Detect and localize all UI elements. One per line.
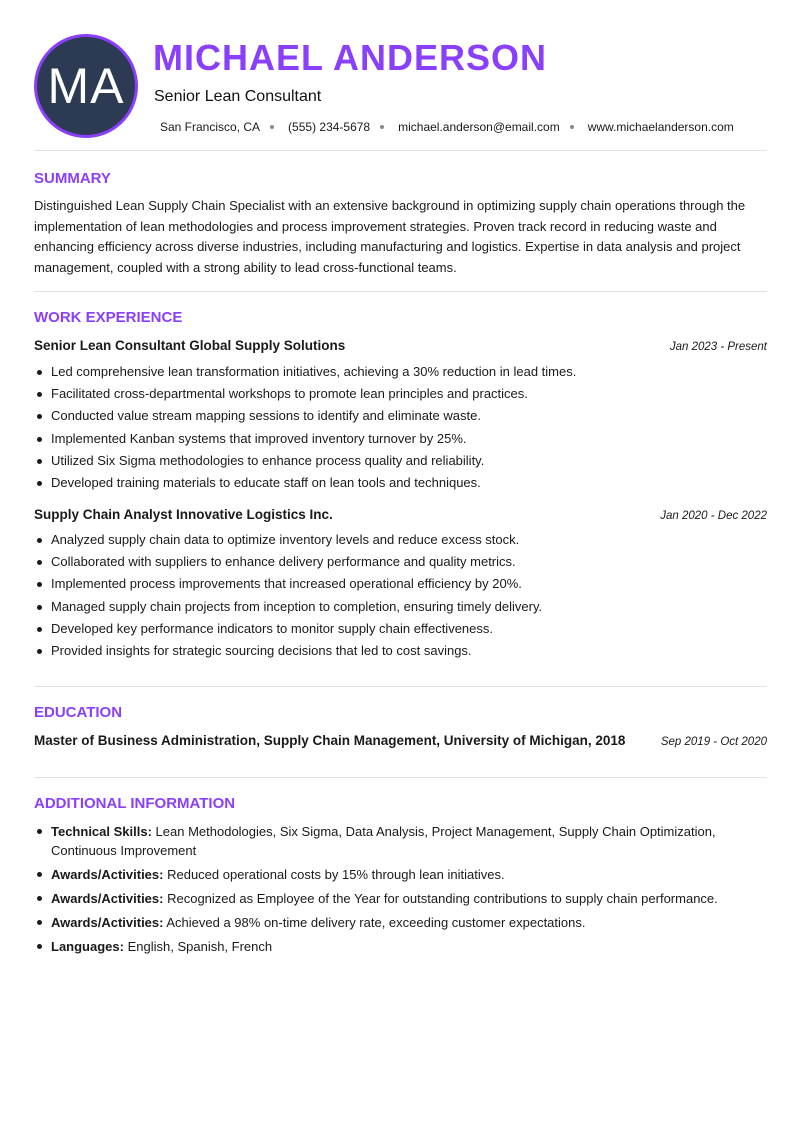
contact-location: San Francisco, CA [160,120,261,134]
list-item: Implemented process improvements that increased operational efficiency by 20%. [34,573,767,595]
contact-email[interactable]: michael.anderson@email.com [398,120,560,134]
list-item: Provided insights for strategic sourcing decisions that led to cost savings. [34,640,767,662]
job-role: Senior Lean Consultant Global Supply Solutions [34,338,346,353]
list-item: Facilitated cross-departmental workshops to promote lean principles and practices. [34,383,767,405]
job-bullets [34,529,767,662]
list-item: Developed key performance indicators to monitor supply chain effectiveness. [34,618,767,640]
list-item [34,865,767,884]
job-bullets [34,361,767,494]
candidate-title: Senior Lean Consultant [154,88,322,105]
list-item [34,937,767,956]
info-text: English, Spanish, French [127,939,273,954]
education-row [34,733,767,748]
experience-heading: WORK EXPERIENCE [34,309,183,326]
separator-dot [570,125,574,129]
list-item: Led comprehensive lean transformation initiatives, achieving a 30% reduction in lead times. [34,361,767,383]
job-header [34,338,767,356]
info-text: Achieved a 98% on-time delivery rate, exceeding customer expectations. [166,915,586,930]
list-item: Developed training materials to educate staff on lean tools and techniques. [34,472,767,494]
list-item: Managed supply chain projects from inception to completion, ensuring timely delivery. [34,596,767,618]
list-item: Implemented Kanban systems that improved inventory turnover by 25%. [34,428,767,450]
contact-phone: (555) 234-5678 [288,120,371,134]
info-label: Awards/Activities: [51,867,164,882]
list-item [34,822,767,860]
job-role: Supply Chain Analyst Innovative Logistics Inc. [34,507,333,522]
list-item: Conducted value stream mapping sessions to identify and eliminate waste. [34,405,767,427]
avatar [34,34,138,138]
additional-heading: ADDITIONAL INFORMATION [34,795,236,812]
job-header [34,507,767,525]
candidate-name: MICHAEL ANDERSON [153,37,548,78]
info-label: Awards/Activities: [51,915,164,930]
separator-dot [270,125,274,129]
additional-list [34,822,767,961]
avatar-initials: MA [47,58,125,114]
contact-bar [160,120,734,134]
info-text: Recognized as Employee of the Year for outstanding contributions to supply chain performance. [167,891,718,906]
education-dates: Sep 2019 - Oct 2020 [660,736,767,748]
contact-website[interactable]: www.michaelanderson.com [587,120,734,134]
education-heading: EDUCATION [34,704,123,721]
list-item: Collaborated with suppliers to enhance delivery performance and quality metrics. [34,551,767,573]
list-item [34,913,767,932]
job-dates: Jan 2020 - Dec 2022 [660,510,767,522]
info-text: Lean Methodologies, Six Sigma, Data Analysis, Project Management, Supply Chain Optimization, Continuous Improvement [51,824,716,858]
education-degree: Master of Business Administration, Supply Chain Management, University of Michigan, 2018 [34,733,626,748]
info-label: Awards/Activities: [51,891,164,906]
divider [34,150,767,151]
separator-dot [380,125,384,129]
divider [34,777,767,778]
info-label: Languages: [51,939,124,954]
divider [34,686,767,687]
list-item: Utilized Six Sigma methodologies to enhance process quality and reliability. [34,450,767,472]
info-label: Technical Skills: [51,824,152,839]
summary-heading: SUMMARY [34,170,111,187]
list-item: Analyzed supply chain data to optimize inventory levels and reduce excess stock. [34,529,767,551]
job-dates: Jan 2023 - Present [669,341,767,353]
list-item [34,889,767,908]
summary-text: Distinguished Lean Supply Chain Specialist with an extensive background in optimizing supply chain operations through the implementation of lean methodologies and process improvement strategies. Proven track record in reducing waste and enhancing efficiency across diverse industries, including manufacturing and logistics. Expertise in data analysis and project management, coupled with a strong ability to lead cross-functional teams. [34,198,746,275]
divider [34,291,767,292]
info-text: Reduced operational costs by 15% through lean initiatives. [167,867,505,882]
